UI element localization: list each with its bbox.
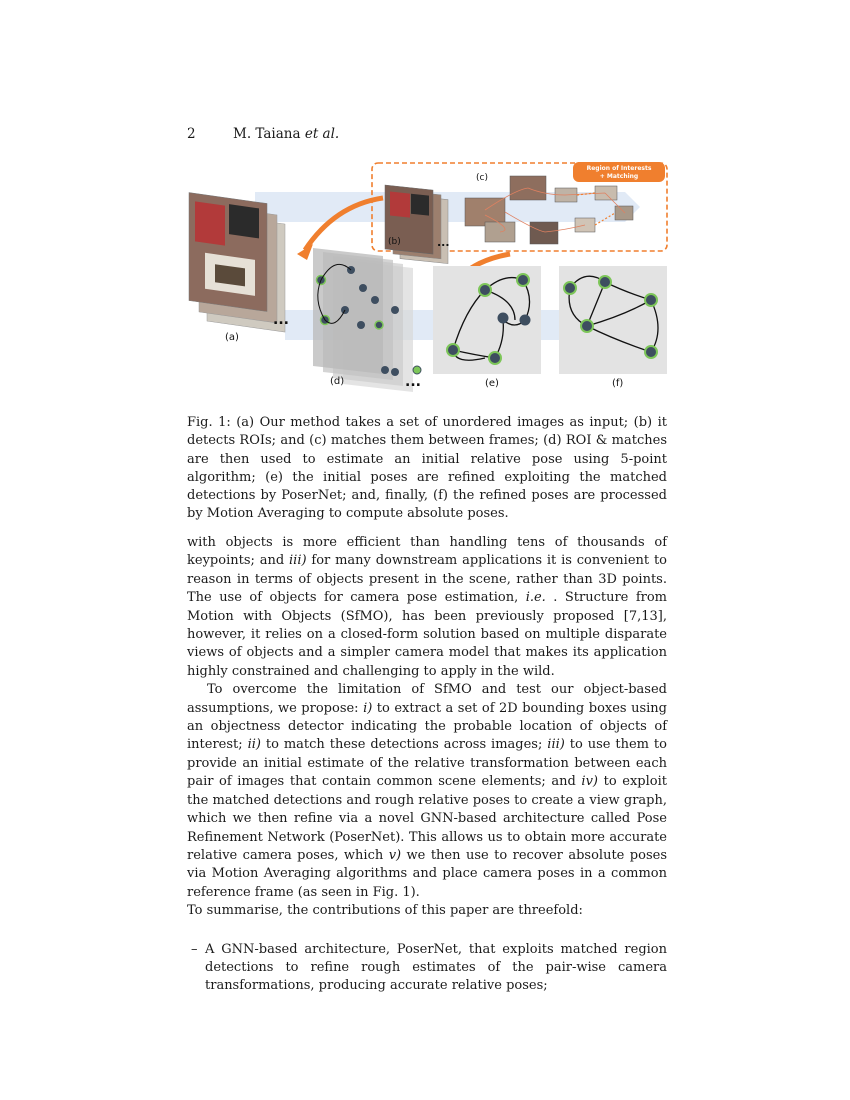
label-d: (d) [330,376,345,387]
list-item: – A GNN-based architecture, PoserNet, that exploits matched region detections to refine rough estimates of the pair-wise camera transformations, producing accurate relative poses; [191,941,667,994]
caption-text: (a) Our method takes a set of unordered images as input; (b) it detects ROIs; and (c) matches them between frames; (d) ROI & matches are then used to estimate an initial relative pose using 5-point algorithm; (e) the initial poses are refined exploiting the matched detections by PoserNet; and, finally, (f) the refined poses are processed by Motion Averaging to compute absolute poses. [187,415,667,522]
svg-text:Region of Interests: Region of Interests [586,165,652,172]
caption-prefix: Fig. 1: [187,415,231,430]
body-text [187,534,667,996]
label-e: (e) [485,378,499,389]
graph-panel-f [559,266,667,374]
svg-text:+ Matching: + Matching [599,173,639,180]
ellipsis-d: ... [405,374,421,390]
figure-caption [187,414,667,524]
running-author: M. Taiana et al. [233,126,340,142]
ellipsis-a: ... [273,312,289,328]
panel-stack-d [313,248,421,392]
graph-panel-e [433,266,541,374]
page-number: 2 [187,126,196,142]
figure-1 [185,160,670,392]
label-c: (c) [476,173,488,183]
label-f: (f) [612,378,624,389]
image-stack-b [385,185,448,264]
label-b: (b) [388,237,401,247]
paragraph-3: To summarise, the contributions of this paper are threefold: [187,903,583,919]
label-a: (a) [225,332,239,343]
paragraph-1: with objects is more efficient than handling tens of thousands of keypoints; and iii) for many downstream applications it is convenient to reason in terms of objects present in the scene, rather than 3D points. The use of objects for camera pose estimation, i.e. . Structure from Motion with Objects (SfMO), has been previously proposed [7,13], however, it relies on a closed-form solution based on multiple disparate views of objects and a simpler camera model that makes its application highly constrained and challenging to apply in the wild. [187,535,667,679]
ellipsis-b: ... [437,236,450,249]
contributions-list [187,941,667,996]
paragraph-2: To overcome the limitation of SfMO and test our object-based assumptions, we propose: i) to extract a set of 2D bounding boxes using an objectness detector indicating the probable location of objects of interest; ii) to match these detections across images; iii) to use them to provide an initial estimate of the relative transformation between each pair of images that contain common scene elements; and iv) to exploit the matched detections and rough relative poses to create a view graph, which we then refine via a novel GNN-based architecture called Pose Refinement Network (PoserNet). This allows us to obtain more accurate relative camera poses, which v) we then use to recover absolute poses via Motion Averaging algorithms and place camera poses in a common reference frame (as seen in Fig. 1). [187,682,667,900]
